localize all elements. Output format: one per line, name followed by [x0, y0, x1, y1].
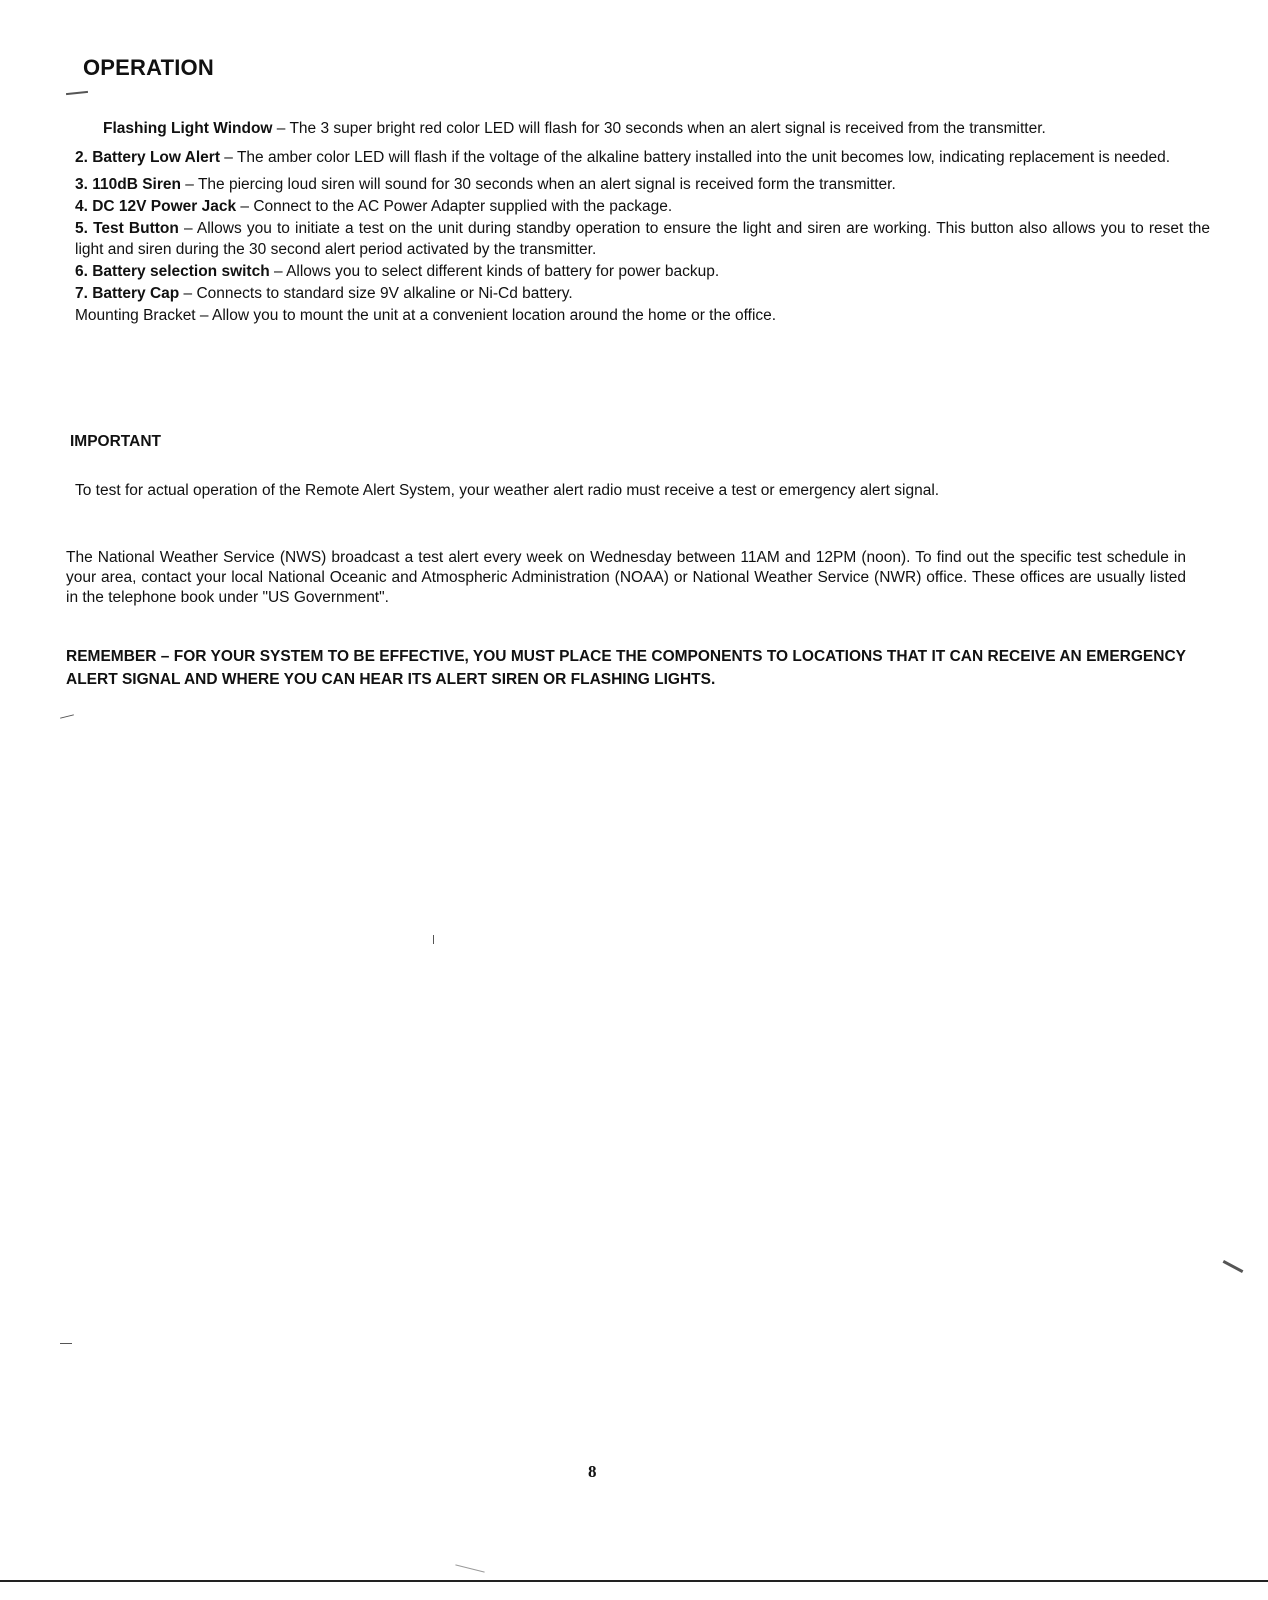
important-paragraph-2: The National Weather Service (NWS) broadcast a test alert every week on Wednesday between 11AM and 12PM (noon). To find out the specific test schedule in your area, contact your local National Oceanic and Atmospheric Administration (NOAA) or National Weather Service (NWR) office. These offices are usually listed in the telephone book under "US Government". [66, 549, 1186, 606]
item-label: 7. Battery Cap [75, 285, 180, 302]
page-title: OPERATION [83, 55, 214, 80]
scan-speck [60, 1343, 72, 1344]
item-label: Flashing Light Window [103, 120, 273, 137]
scan-speck [1223, 1260, 1244, 1273]
item-text: – The amber color LED will flash if the voltage of the alkaline battery installed into the unit becomes low, indicating replacement is needed. [220, 149, 1171, 166]
list-item [75, 261, 1210, 282]
important-paragraph-1: To test for actual operation of the Remote Alert System, your weather alert radio must receive a test or emergency alert signal. [75, 482, 940, 499]
item-label: 2. Battery Low Alert [75, 149, 220, 166]
item-text: – Connects to standard size 9V alkaline or Ni-Cd battery. [179, 285, 573, 302]
operation-item-list [75, 118, 1210, 327]
list-item [75, 118, 1210, 139]
list-item [75, 196, 1210, 217]
list-item [75, 147, 1210, 168]
remember-notice: REMEMBER – FOR YOUR SYSTEM TO BE EFFECTIVE, YOU MUST PLACE THE COMPONENTS TO LOCATIONS THAT IT CAN RECEIVE AN EMERGENCY ALERT SIGNAL AND WHERE YOU CAN HEAR ITS ALERT SIREN OR FLASHING LIGHTS. [66, 648, 1186, 688]
list-item [75, 305, 1210, 326]
item-label: 4. DC 12V Power Jack [75, 198, 237, 215]
item-text: – Allows you to initiate a test on the unit during standby operation to ensure the light and siren are working. This button also allows you to reset the light and siren during the 30 second alert period activated by the transmitter. [75, 220, 1210, 258]
item-label: 3. 110dB Siren [75, 176, 181, 193]
page-number: 8 [588, 1462, 597, 1481]
list-item [75, 174, 1210, 195]
item-text: Mounting Bracket – Allow you to mount the unit at a convenient location around the home or the office. [75, 307, 777, 324]
important-heading: IMPORTANT [70, 433, 161, 450]
scan-speck [455, 1564, 484, 1572]
item-label: 5. Test Button [75, 220, 179, 237]
item-text: – Connect to the AC Power Adapter supplied with the package. [236, 198, 673, 215]
item-text: – The 3 super bright red color LED will flash for 30 seconds when an alert signal is received from the transmitter. [272, 120, 1046, 137]
item-text: – The piercing loud siren will sound for 30 seconds when an alert signal is received form the transmitter. [180, 176, 896, 193]
scan-speck [66, 91, 88, 95]
list-item [75, 218, 1210, 260]
scan-speck [433, 935, 434, 944]
item-label: 6. Battery selection switch [75, 263, 270, 280]
item-text: – Allows you to select different kinds of battery for power backup. [269, 263, 720, 280]
scan-speck [60, 714, 74, 718]
bottom-rule [0, 1580, 1268, 1582]
list-item [75, 283, 1210, 304]
